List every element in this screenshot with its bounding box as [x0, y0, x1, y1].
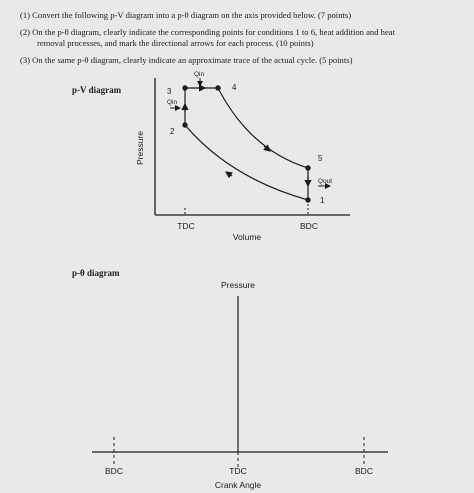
- pv-chart: [155, 78, 350, 215]
- pv-point-2-dot: [183, 123, 187, 127]
- pv-point-2-label: 2: [170, 127, 175, 136]
- ptheta-y-axis-label: Pressure: [220, 280, 256, 290]
- pv-y-axis-label: Pressure: [135, 130, 145, 166]
- pv-diagram-title: p-V diagram: [72, 85, 122, 95]
- ptheta-x-tick-bdc-right: BDC: [355, 466, 373, 476]
- question-1: (1) Convert the following p-V diagram into a p-θ diagram on the axis provided below. (7 points): [20, 10, 352, 20]
- qout-label: Qout: [318, 178, 333, 185]
- pv-point-4-dot: [216, 86, 220, 90]
- ptheta-x-tick-tdc: TDC: [229, 466, 247, 476]
- pv-process-1-2: [185, 125, 308, 200]
- question-2-continued: removal processes, and mark the directional arrows for each process. (10 points): [37, 38, 314, 48]
- pv-point-3-dot: [183, 86, 187, 90]
- qin-label-top: Qin: [194, 71, 205, 78]
- question-3: (3) On the same p-θ diagram, clearly indicate an approximate trace of the actual cycle. (5 points): [20, 55, 353, 65]
- qin-label-side: Qin: [167, 99, 178, 106]
- pv-x-tick-tdc: TDC: [177, 221, 195, 231]
- ptheta-chart: [92, 296, 388, 467]
- pv-point-1-label: 1: [320, 196, 325, 205]
- pv-x-tick-bdc: BDC: [300, 221, 318, 231]
- pv-point-4-label: 4: [232, 83, 237, 92]
- pv-point-3-label: 3: [167, 87, 172, 96]
- pv-x-axis-label: Volume: [232, 232, 262, 242]
- ptheta-x-tick-bdc-left: BDC: [105, 466, 123, 476]
- ptheta-diagram-title: p-θ diagram: [72, 268, 120, 278]
- pv-arrow-compression: [226, 172, 232, 176]
- question-2: (2) On the p-θ diagram, clearly indicate the corresponding points for conditions 1 to 6, heat addition and heat: [20, 27, 395, 37]
- pv-point-5-label: 5: [318, 154, 323, 163]
- pv-point-5-dot: [306, 166, 310, 170]
- ptheta-x-axis-label: Crank Angle: [214, 480, 262, 490]
- pv-point-1-dot: [306, 198, 310, 202]
- pv-process-4-5: [218, 88, 308, 168]
